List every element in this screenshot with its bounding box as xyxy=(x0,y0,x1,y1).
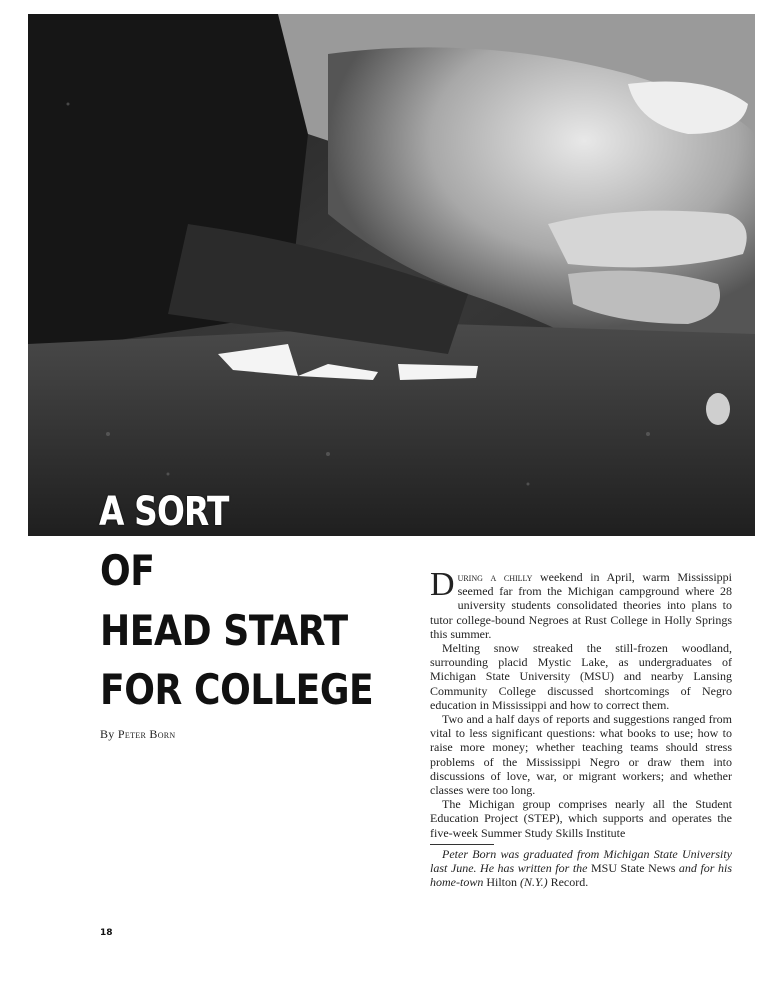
drop-cap: D xyxy=(430,566,455,603)
paragraph-2: Melting snow streaked the still-frozen woodland, surrounding placid Mystic Lake, as undergraduates of Michigan State University (MSU) and nearby Lansing Community College discussed shortcomings of Negro education in Mississippi and how to correct them. xyxy=(430,641,732,712)
lead-in: uring a chilly xyxy=(457,570,533,584)
paragraph-1 xyxy=(430,566,733,641)
byline-prefix: By xyxy=(100,727,115,741)
paragraph-3: Two and a half days of reports and suggestions ranged from vital to less significant questions: what books to use; how to raise more money; whether teaching teams should stress problems of the Mississippi Negro or draw them into discussions of love, war, or migrant workers; and whether classes were too long. xyxy=(430,712,732,798)
page-number: 18 xyxy=(100,928,113,938)
paragraph-1-text: weekend in April, warm Mississippi seemed far from the Michigan campground where 28 university students consolidated theories into plans to tutor college-bound Negroes at Rust College in Holly Springs this summer. xyxy=(430,570,733,641)
title-line-for-college: FOR COLLEGE xyxy=(100,665,374,714)
title-overlay-line: A SORT xyxy=(99,489,229,535)
bio-text-d: and for his home-town xyxy=(430,861,732,890)
title-line-of: OF xyxy=(100,546,155,595)
bio-text-b: MSU xyxy=(591,861,618,876)
article-body xyxy=(430,566,733,890)
bio-text-c: State News xyxy=(617,861,676,876)
bio-text-g: Record. xyxy=(550,875,589,890)
byline xyxy=(100,727,176,742)
bio-text-f: (N.Y.) xyxy=(517,875,551,890)
article-photo xyxy=(28,14,755,536)
bio-text-a: Peter Born was graduated from Michigan State University last June. He has written for the xyxy=(430,846,732,876)
paragraph-4: The Michigan group comprises nearly all the Student Education Project (STEP), which supports and operates the five-week Summer Study Skills Institute xyxy=(430,797,732,840)
bio-divider xyxy=(430,844,494,845)
byline-author: Peter Born xyxy=(117,727,176,741)
bio-text-e: Hilton xyxy=(486,875,517,890)
title-line-head-start: HEAD START xyxy=(100,606,348,655)
hands-on-book-photo-icon xyxy=(28,14,755,536)
author-bio xyxy=(430,847,732,890)
